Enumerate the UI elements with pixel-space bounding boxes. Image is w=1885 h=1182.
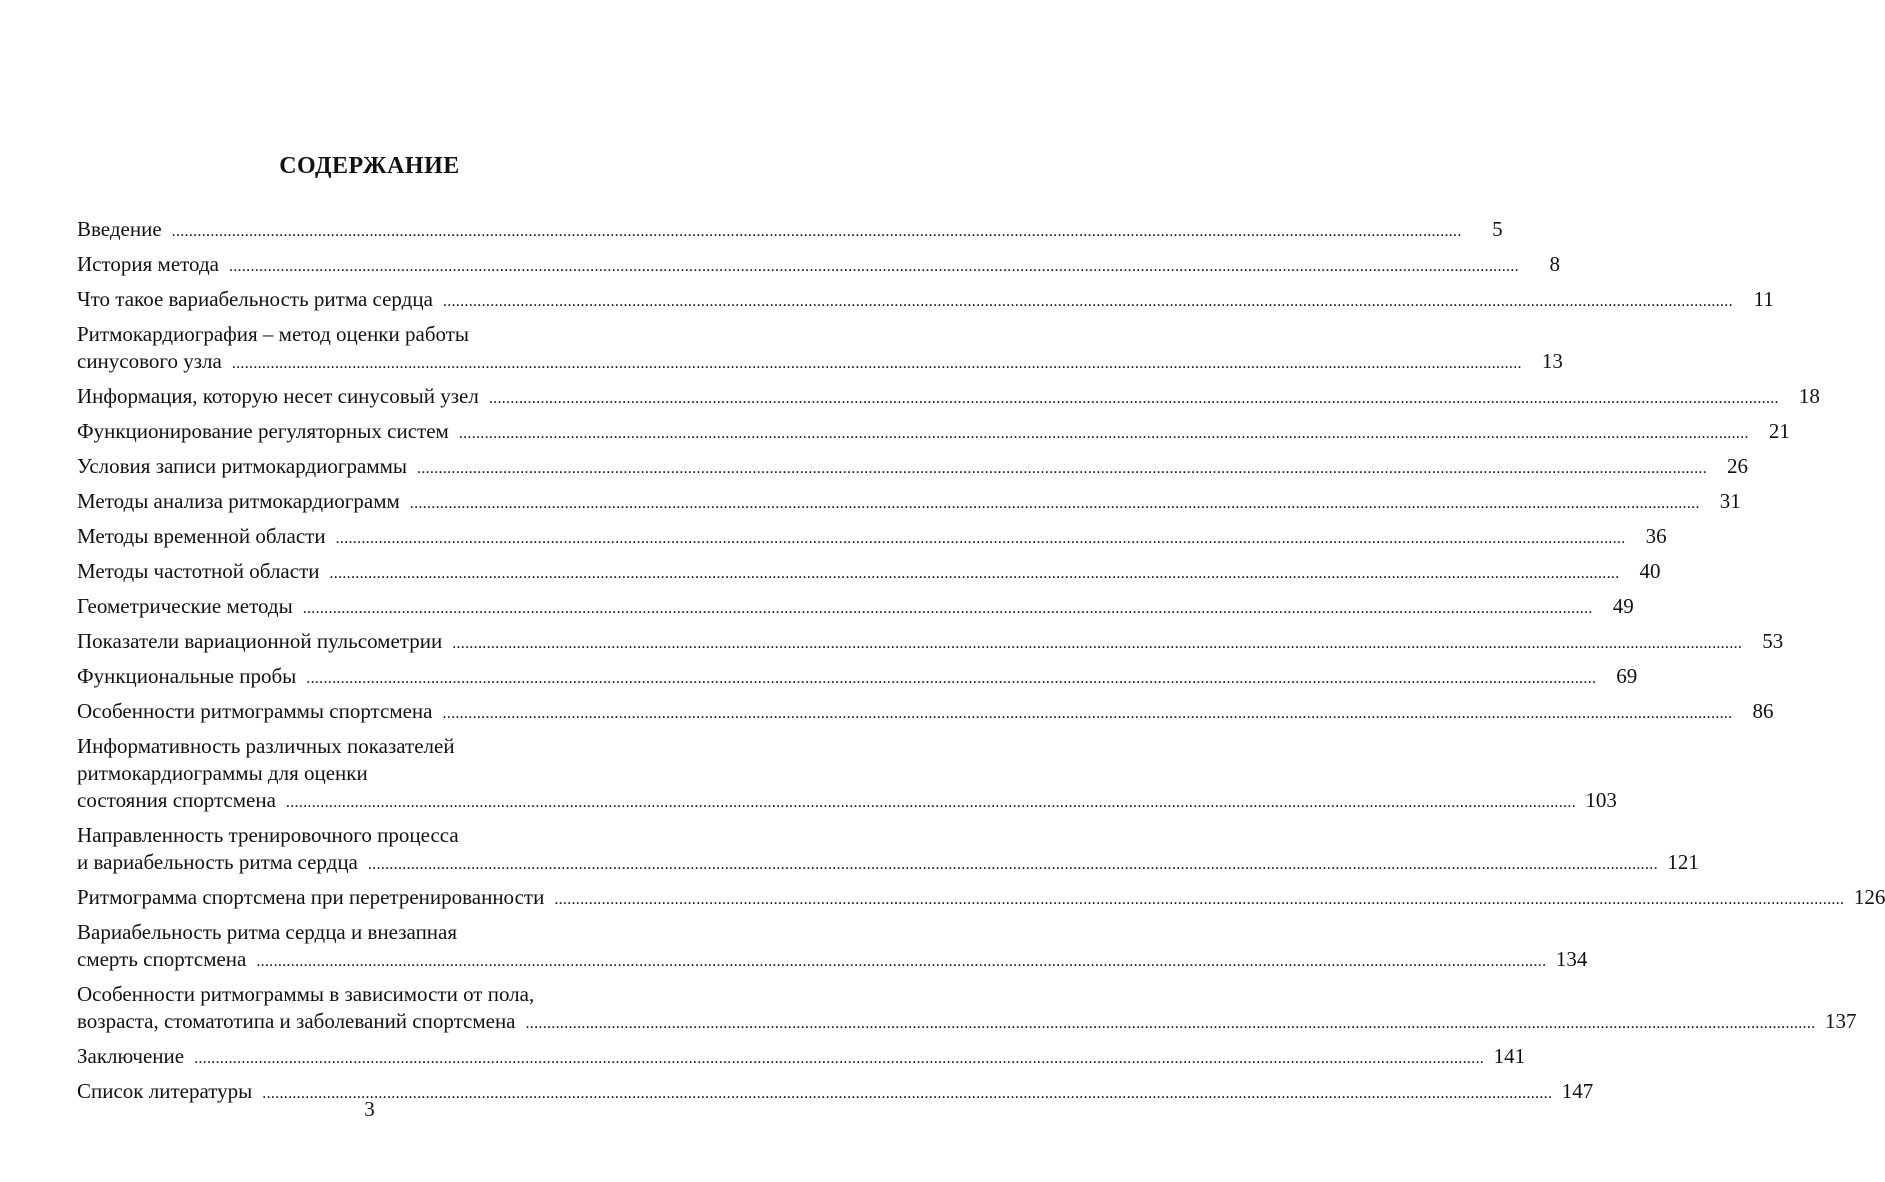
dot-leader: ............................................................................................................................................................................................................................................................................................................ bbox=[442, 705, 1733, 722]
toc-entry-text: возраста, стоматотипа и заболеваний спортсмена bbox=[77, 1009, 516, 1033]
toc-page-number: 5 bbox=[1492, 217, 1503, 241]
dot-leader: ............................................................................................................................................................................................................................................................................................................ bbox=[417, 460, 1708, 477]
toc-entry-text: Функциональные пробы bbox=[77, 664, 297, 688]
toc-entry bbox=[77, 593, 1634, 622]
toc-page-number: 53 bbox=[1762, 629, 1784, 653]
toc-entry-line bbox=[77, 523, 1667, 552]
toc-entry-text: Что такое вариабельность ритма сердца bbox=[77, 287, 433, 311]
toc-page-number: 134 bbox=[1555, 947, 1588, 971]
toc-entry bbox=[77, 251, 1560, 280]
toc-entry-text: Введение bbox=[77, 217, 162, 241]
toc-entry bbox=[77, 884, 1885, 913]
toc-entry bbox=[77, 383, 1820, 412]
toc-entry-line bbox=[77, 488, 1741, 517]
dot-leader: ............................................................................................................................................................................................................................................................................................................ bbox=[367, 856, 1658, 873]
toc-entry bbox=[77, 628, 1784, 657]
toc-entry bbox=[77, 558, 1661, 587]
toc-entry-text: состояния спортсмена bbox=[77, 788, 276, 812]
dot-leader: ............................................................................................................................................................................................................................................................................................................ bbox=[171, 223, 1462, 240]
toc-entry-line bbox=[77, 1043, 1526, 1072]
toc-entry-line bbox=[77, 558, 1661, 587]
toc-page-number: 40 bbox=[1639, 559, 1661, 583]
toc-entry-text: Заключение bbox=[77, 1044, 185, 1068]
toc-entry bbox=[77, 919, 1588, 975]
toc-entry-text: смерть спортсмена bbox=[77, 947, 247, 971]
page-title: СОДЕРЖАНИЕ bbox=[279, 153, 460, 179]
toc-entry bbox=[77, 1043, 1526, 1072]
toc-entry-line bbox=[77, 698, 1774, 727]
toc-entry-line bbox=[77, 593, 1634, 622]
dot-leader: ............................................................................................................................................................................................................................................................................................................ bbox=[442, 293, 1733, 310]
toc-entry-line bbox=[77, 453, 1749, 482]
toc-entry-line bbox=[77, 884, 1885, 913]
toc-page-number: 49 bbox=[1612, 594, 1634, 618]
toc-page-number: 31 bbox=[1719, 489, 1741, 513]
toc-entry-line bbox=[77, 286, 1774, 315]
dot-leader: ............................................................................................................................................................................................................................................................................................................ bbox=[194, 1050, 1485, 1067]
toc-entry-text: Показатели вариационной пульсометрии bbox=[77, 629, 443, 653]
toc-entry bbox=[77, 453, 1749, 482]
toc-page-number: 26 bbox=[1727, 454, 1749, 478]
toc-entry bbox=[77, 321, 1563, 377]
toc-entry-text: Методы анализа ритмокардиограмм bbox=[77, 489, 400, 513]
toc-entry-line bbox=[77, 946, 1588, 975]
toc-entry-line bbox=[77, 663, 1638, 692]
toc-entry-line bbox=[77, 849, 1699, 878]
toc-page-number: 137 bbox=[1825, 1009, 1857, 1033]
toc-entry-text: Условия записи ритмокардиограммы bbox=[77, 454, 408, 478]
toc-entry-line bbox=[77, 383, 1820, 412]
toc-entry-line bbox=[77, 321, 674, 348]
dot-leader: ............................................................................................................................................................................................................................................................................................................ bbox=[452, 635, 1743, 652]
dot-leader: ............................................................................................................................................................................................................................................................................................................ bbox=[409, 495, 1700, 512]
dot-leader: ............................................................................................................................................................................................................................................................................................................ bbox=[335, 530, 1626, 547]
dot-leader: ............................................................................................................................................................................................................................................................................................................ bbox=[458, 425, 1749, 442]
toc-entry-text: синусового узла bbox=[77, 349, 222, 373]
toc-page-number: 126 bbox=[1853, 885, 1885, 909]
toc-entry-line bbox=[77, 760, 674, 787]
toc-entry-text: Геометрические методы bbox=[77, 594, 293, 618]
toc-entry-line bbox=[77, 822, 674, 849]
toc-entry bbox=[77, 663, 1638, 692]
dot-leader: ............................................................................................................................................................................................................................................................................................................ bbox=[262, 1085, 1553, 1102]
toc-entry-line bbox=[77, 628, 1784, 657]
dot-leader: ............................................................................................................................................................................................................................................................................................................ bbox=[285, 794, 1576, 811]
toc-entry bbox=[77, 418, 1790, 447]
toc-page-number: 8 bbox=[1549, 252, 1560, 276]
toc-entry bbox=[77, 698, 1774, 727]
toc-entry bbox=[77, 523, 1667, 552]
toc-entry-text: История метода bbox=[77, 252, 219, 276]
toc-entry-line bbox=[77, 787, 1617, 816]
toc-entry-text: Методы временной области bbox=[77, 524, 326, 548]
toc-entry-line bbox=[77, 216, 1503, 245]
toc-entry bbox=[77, 286, 1774, 315]
dot-leader: ............................................................................................................................................................................................................................................................................................................ bbox=[228, 258, 1519, 275]
toc-entry bbox=[77, 733, 1617, 816]
toc-page-number: 18 bbox=[1798, 384, 1820, 408]
toc-page-number: 121 bbox=[1667, 850, 1699, 874]
toc-entry-text: Список литературы bbox=[77, 1079, 253, 1103]
toc-entry-line bbox=[77, 919, 674, 946]
toc-page-number: 141 bbox=[1493, 1044, 1526, 1068]
toc-entry-text: Направленность тренировочного процесса bbox=[77, 823, 459, 847]
toc-page-number: 11 bbox=[1753, 287, 1774, 311]
dot-leader: ............................................................................................................................................................................................................................................................................................................ bbox=[306, 670, 1597, 687]
toc-entry-text: ритмокардиограммы для оценки bbox=[77, 761, 368, 785]
toc-entry-line bbox=[77, 251, 1560, 280]
toc-entry-text: Вариабельность ритма сердца и внезапная bbox=[77, 920, 458, 944]
toc-page-number: 69 bbox=[1616, 664, 1638, 688]
dot-leader: ............................................................................................................................................................................................................................................................................................................ bbox=[554, 891, 1845, 908]
toc-entry-text: Особенности ритмограммы спортсмена bbox=[77, 699, 433, 723]
dot-leader: ............................................................................................................................................................................................................................................................................................................ bbox=[302, 600, 1593, 617]
dot-leader: ............................................................................................................................................................................................................................................................................................................ bbox=[231, 355, 1522, 372]
toc-entry-line bbox=[77, 981, 674, 1008]
page-number: 3 bbox=[364, 1097, 375, 1121]
toc-page-number: 21 bbox=[1768, 419, 1790, 443]
toc-page-number: 147 bbox=[1561, 1079, 1594, 1103]
toc-entry bbox=[77, 981, 1857, 1037]
toc-entry-text: Информативность различных показателей bbox=[77, 734, 455, 758]
toc-entry-text: Особенности ритмограммы в зависимости от пола, bbox=[77, 982, 535, 1006]
dot-leader: ............................................................................................................................................................................................................................................................................................................ bbox=[256, 953, 1547, 970]
toc-entry-text: и вариабельность ритма сердца bbox=[77, 850, 358, 874]
dot-leader: ............................................................................................................................................................................................................................................................................................................ bbox=[488, 390, 1779, 407]
toc-entry-text: Информация, которую несет синусовый узел bbox=[77, 384, 479, 408]
toc-page-number: 13 bbox=[1541, 349, 1563, 373]
dot-leader: ............................................................................................................................................................................................................................................................................................................ bbox=[525, 1015, 1816, 1032]
toc-page-number: 86 bbox=[1752, 699, 1774, 723]
toc-entry-text: Функционирование регуляторных систем bbox=[77, 419, 449, 443]
toc-page-number: 36 bbox=[1645, 524, 1667, 548]
dot-leader: ............................................................................................................................................................................................................................................................................................................ bbox=[329, 565, 1620, 582]
toc-entry bbox=[77, 822, 1699, 878]
toc-entry-text: Ритмограмма спортсмена при перетренированности bbox=[77, 885, 545, 909]
toc-entry-line bbox=[77, 1008, 1857, 1037]
toc-entry-line bbox=[77, 348, 1563, 377]
toc-entry bbox=[77, 216, 1503, 245]
toc-page-number: 103 bbox=[1585, 788, 1617, 812]
toc-entry-line bbox=[77, 733, 674, 760]
toc-entry-text: Ритмокардиография – метод оценки работы bbox=[77, 322, 470, 346]
toc-entry bbox=[77, 488, 1741, 517]
toc-entry-text: Методы частотной области bbox=[77, 559, 320, 583]
toc-entry-line bbox=[77, 418, 1790, 447]
table-of-contents bbox=[77, 216, 1885, 1113]
